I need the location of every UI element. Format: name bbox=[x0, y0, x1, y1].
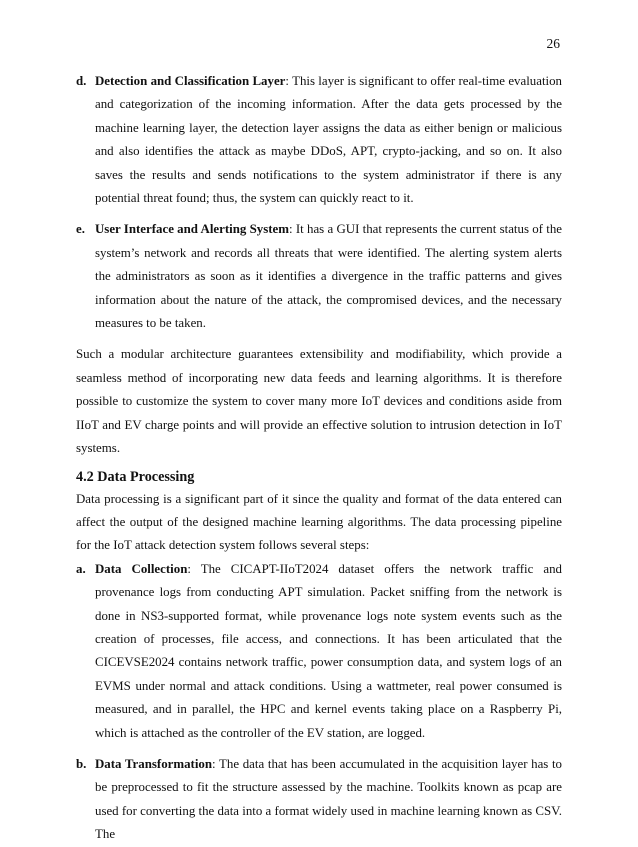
list-item-term: Detection and Classification Layer bbox=[95, 74, 286, 88]
list-marker: e. bbox=[76, 222, 85, 237]
list-marker: b. bbox=[76, 756, 87, 771]
section-heading: 4.2 Data Processing bbox=[76, 468, 195, 485]
list-item-user-interface bbox=[76, 218, 562, 335]
list-item-text: : The CICAPT-IIoT2024 dataset offers the network traffic and provenance logs from conducting APT simulation. Packet sniffing from the network is done in NS3-supported format, while provenance logs note system events such as the creation of processes, file access, and connections. It has been articulated that the CICEVSE2024 contains network traffic, power consumption data, and system logs of an EVMS under normal and attack conditions. Using a wattmeter, real power consumed is measured, and in parallel, the HPC and kernel events taking place on a Raspberry Pi, which is attached as the controller of the EV station, are logged. bbox=[95, 561, 562, 740]
list-item-detection-layer bbox=[76, 70, 562, 210]
list-item-term: User Interface and Alerting System bbox=[95, 222, 290, 237]
page-content bbox=[76, 70, 562, 847]
list-item-term: Data Collection bbox=[95, 561, 188, 576]
list-marker: a. bbox=[76, 561, 86, 576]
list-item-term: Data Transformation bbox=[95, 756, 213, 771]
list-item-text: : This layer is significant to offer real-time evaluation and categorization of the incoming information. After the data gets processed by the machine learning layer, the detection layer assigns the data as either benign or malicious and also identifies the attack as maybe DDoS, APT, crypto-jacking, and so on. It also saves the results and sends notifications to the system administrator if there is any potential threat found; thus, the system can quickly react to it. bbox=[95, 74, 563, 206]
list-item-text: : The data that has been accumulated in the acquisition layer has to be preprocessed to fit the structure assessed by the machine. Toolkits known as pcap are used for converting the data into a format widely used in machine learning known as CSV. The bbox=[95, 756, 563, 842]
paragraph-modular-architecture: Such a modular architecture guarantees extensibility and modifiability, which provide a seamless method of incorporating new data feeds and learning algorithms. It is therefore possible to customize the system to cover many more IoT devices and conditions aside from IIoT and EV charge points and will provide an effective solution to intrusion detection in IoT systems. bbox=[76, 347, 562, 456]
list-marker: d. bbox=[76, 74, 87, 88]
list-item-data-collection bbox=[76, 558, 562, 745]
list-item-text: : It has a GUI that represents the current status of the system’s network and records all threats that were identified. The alerting system alerts the administrators as soon as it identifies a divergence in the traffic patterns and gives information about the nature of the attack, the compromised devices, and the necessary measures to be taken. bbox=[95, 222, 562, 331]
paragraph-data-processing: Data processing is a significant part of it since the quality and format of the data entered can affect the output of the designed machine learning algorithms. The data processing pipeline for the IoT attack detection system follows several steps: bbox=[76, 491, 562, 553]
page-number: 26 bbox=[546, 36, 560, 51]
list-item-data-transformation bbox=[76, 753, 562, 847]
